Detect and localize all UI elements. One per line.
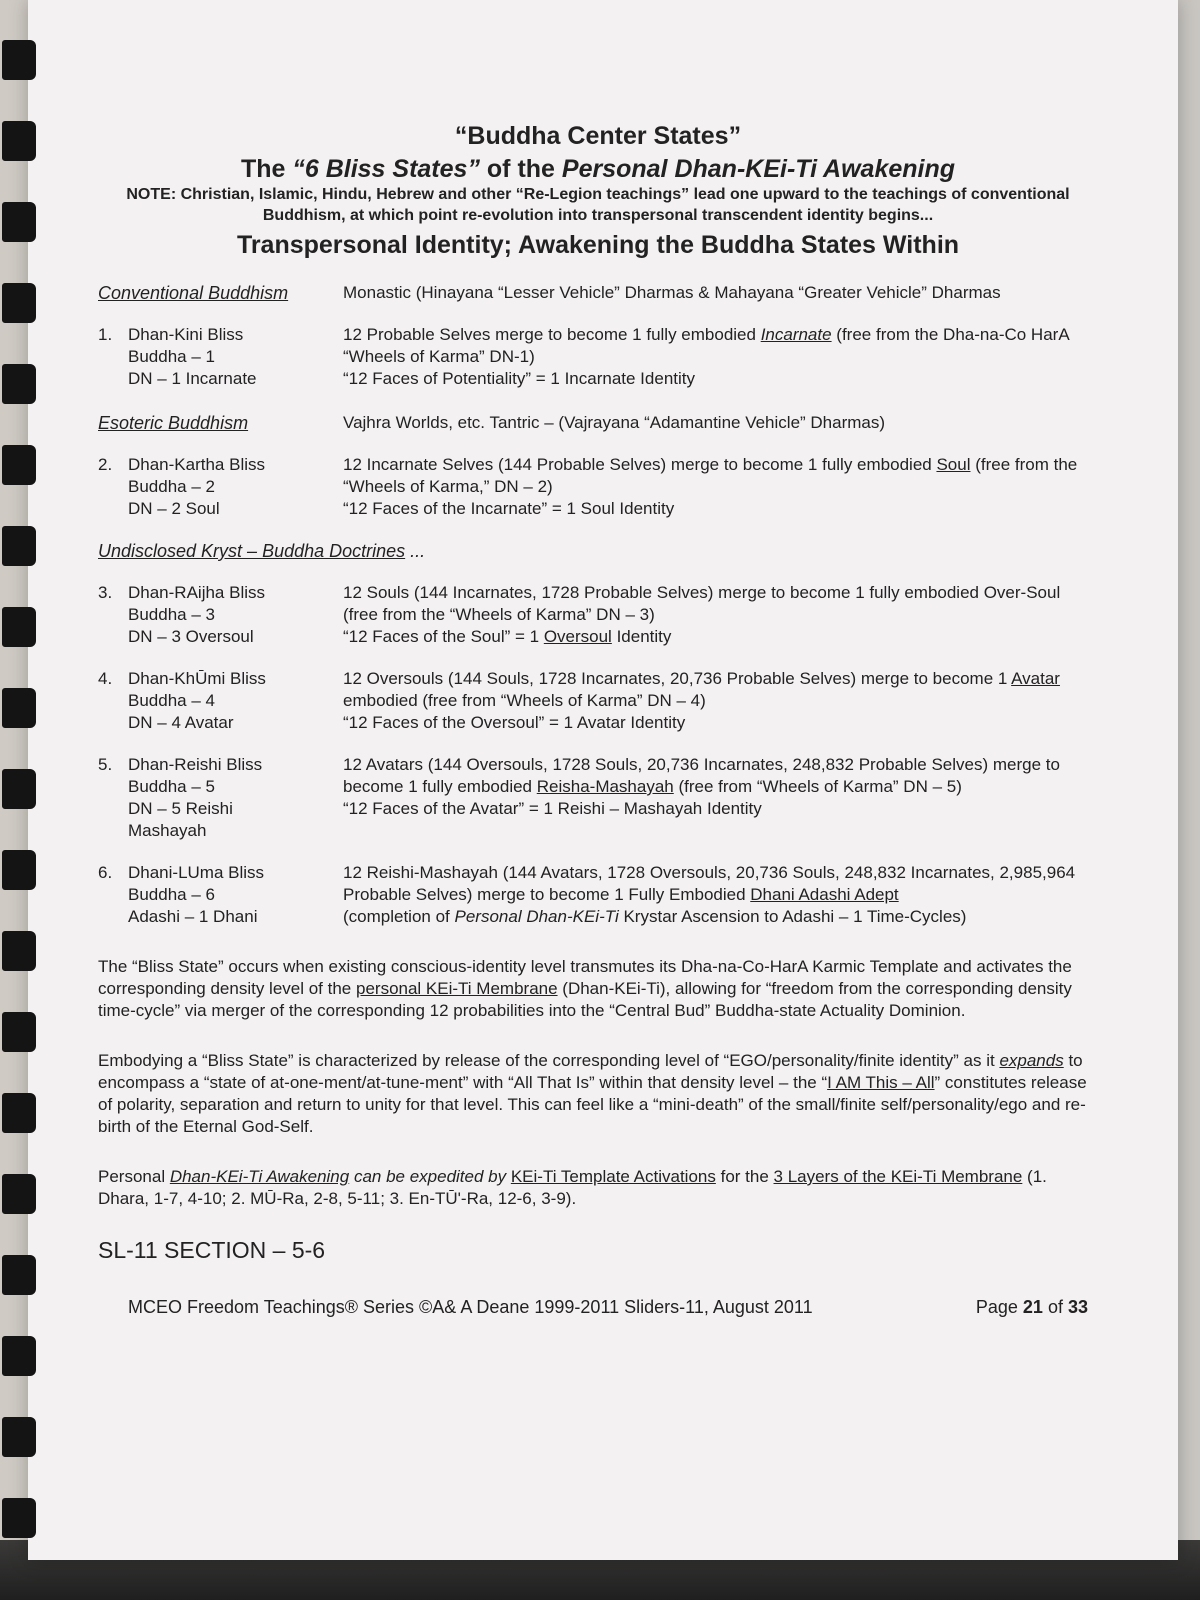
state-key-term: Soul (936, 455, 971, 474)
spiral-binding (0, 0, 40, 1600)
state-buddha: Buddha – 2 (128, 477, 215, 496)
state-dn-extra: Mashayah (128, 821, 207, 840)
i-am-this-all-term: I AM This – All (827, 1073, 935, 1092)
state-key-term: Oversoul (543, 627, 612, 646)
state-dn: DN – 1 Incarnate (128, 369, 257, 388)
binding-coil (2, 1336, 36, 1376)
esoteric-buddhism-section (98, 412, 1098, 434)
esoteric-buddhism-desc: Vajhra Worlds, etc. Tantric – (Vajrayana “Adamantine Vehicle” Dharmas) (343, 413, 886, 432)
section-heading: Transpersonal Identity; Awakening the Buddha States Within (236, 231, 960, 259)
state-dn: DN – 2 Soul (128, 499, 220, 518)
state-key-term: Incarnate (760, 325, 832, 344)
state-number: 3. (98, 583, 113, 602)
binding-coil (2, 364, 36, 404)
subtitle-pre: The (240, 155, 293, 183)
state-faces: “12 Faces of the Avatar” = 1 Reishi – Mashayah Identity (343, 799, 762, 818)
state-dn: Adashi – 1 Dhani (128, 907, 258, 926)
expands-term: expands (999, 1051, 1064, 1070)
state-faces: (completion of Personal Dhan-KEi-Ti Krystar Ascension to Adashi – 1 Time-Cycles) (343, 907, 967, 926)
bliss-state-2 (98, 454, 1098, 520)
awakening-term: Dhan-KEi-Ti Awakening (169, 1167, 350, 1186)
bliss-state-3 (98, 582, 1098, 648)
binding-coil (2, 1498, 36, 1538)
kei-ti-membrane-link: personal KEi-Ti Membrane (356, 979, 558, 998)
esoteric-buddhism-label: Esoteric Buddhism (98, 413, 249, 433)
note-text: NOTE: Christian, Islamic, Hindu, Hebrew and other “Re-Legion teachings” lead one upward to the teachings of conventional Buddhism, at which point re-evolution into transpersonal transcendent identity begins... (126, 186, 1070, 224)
subtitle-italic-2: Personal Dhan-KEi-Ti Awakening (561, 155, 956, 183)
binding-coil (2, 445, 36, 485)
page-number: Page 21 of 33 (975, 1297, 1088, 1317)
state-number: 4. (98, 669, 113, 688)
binding-coil (2, 607, 36, 647)
state-faces: “12 Faces of the Oversoul” = 1 Avatar Identity (343, 713, 686, 732)
state-number: 2. (98, 455, 113, 474)
bliss-state-4 (98, 668, 1098, 734)
state-dn: DN – 4 Avatar (128, 713, 234, 732)
embodying-paragraph: Embodying a “Bliss State” is characterized by release of the corresponding level of “EGO/personality/finite identity” as it expands to encompass a “state of at-one-ment/at-tune-ment” with “All That Is” within that density level – the “I AM This – All” constitutes release of polarity, separation and return to unity for that level. This can feel like a “mini-death” of the small/finite self/personality/ego and re-birth of the Eternal God-Self. (98, 1051, 1087, 1136)
template-activations-term: KEi-Ti Template Activations (510, 1167, 716, 1186)
page-title: “Buddha Center States” (454, 122, 742, 150)
state-description: 12 Oversouls (144 Souls, 1728 Incarnates, 20,736 Probable Selves) merge to become 1 Avatar embodied (free from “Wheels of Karma” DN – 4) “12 Faces of the Oversoul” = 1 Avatar Identity (343, 668, 1098, 734)
footer-copyright: MCEO Freedom Teachings® Series ©A& A Deane 1999-2011 Sliders-11, August 2011 (128, 1297, 813, 1317)
bliss-state-6 (98, 862, 1098, 928)
binding-coil (2, 40, 36, 80)
conventional-buddhism-desc: Monastic (Hinayana “Lesser Vehicle” Dharmas & Mahayana “Greater Vehicle” Dharmas (343, 283, 1001, 302)
state-faces: “12 Faces of the Incarnate” = 1 Soul Identity (343, 499, 675, 518)
state-description: 12 Incarnate Selves (144 Probable Selves) merge to become 1 fully embodied Soul (free from the “Wheels of Karma,” DN – 2) “12 Faces of the Incarnate” = 1 Soul Identity (343, 454, 1098, 520)
binding-coil (2, 688, 36, 728)
page-subtitle (98, 154, 1098, 184)
state-dn: DN – 3 Oversoul (128, 627, 254, 646)
state-buddha: Buddha – 5 (128, 777, 215, 796)
state-number: 6. (98, 863, 113, 882)
state-dn: DN – 5 Reishi (128, 799, 233, 818)
binding-coil (2, 769, 36, 809)
activation-paragraph: Personal Dhan-KEi-Ti Awakening can be expedited by KEi-Ti Template Activations for the 3 Layers of the KEi-Ti Membrane (1. Dhara, 1-7, 4-10; 2. MŪ-Ra, 2-8, 5-11; 3. En-TŪ'-Ra, 12-6, 3-9). (98, 1167, 1047, 1208)
state-name: Dhan-Reishi Bliss (128, 755, 263, 774)
state-key-term: Reisha-Mashayah (536, 777, 674, 796)
binding-coil (2, 1012, 36, 1052)
state-number: 1. (98, 325, 113, 344)
state-name: Dhan-KhŪmi Bliss (128, 669, 266, 688)
binding-coil (2, 1174, 36, 1214)
state-buddha: Buddha – 4 (128, 691, 215, 710)
state-buddha: Buddha – 6 (128, 885, 215, 904)
binding-coil (2, 1093, 36, 1133)
state-description: 12 Souls (144 Incarnates, 1728 Probable Selves) merge to become 1 fully embodied Over-Soul (free from the “Wheels of Karma” DN – 3) “12 Faces of the Soul” = 1 Oversoul Identity (343, 582, 1098, 648)
state-name: Dhani-LUma Bliss (128, 863, 265, 882)
bliss-state-5 (98, 754, 1098, 842)
membrane-layers-term: 3 Layers of the KEi-Ti Membrane (773, 1167, 1023, 1186)
page-footer (98, 1296, 1098, 1318)
state-name: Dhan-Kini Bliss (128, 325, 244, 344)
state-description: 12 Probable Selves merge to become 1 fully embodied Incarnate (free from the Dha-na-Co HarA “Wheels of Karma” DN-1) “12 Faces of Potentiality” = 1 Incarnate Identity (343, 324, 1098, 390)
state-number: 5. (98, 755, 113, 774)
binding-coil (2, 121, 36, 161)
binding-coil (2, 1417, 36, 1457)
state-key-term: Dhani Adashi Adept (750, 885, 899, 904)
subtitle-mid: of the (479, 155, 562, 183)
bliss-state-paragraph: The “Bliss State” occurs when existing conscious-identity level transmutes its Dha-na-Co-HarA Karmic Template and activates the corresponding density level of the personal KEi-Ti Membrane (Dhan-KEi-Ti), allowing for “freedom from the corresponding density time-cycle” via merger of the corresponding 12 probabilities into the “Central Bud” Buddha-state Actuality Dominion. (98, 957, 1072, 1020)
state-faces: “12 Faces of the Soul” = 1 Oversoul Identity (343, 627, 672, 646)
state-faces: “12 Faces of Potentiality” = 1 Incarnate Identity (343, 369, 695, 388)
state-description: 12 Reishi-Mashayah (144 Avatars, 1728 Oversouls, 20,736 Souls, 248,832 Incarnates, 2,985,964 Probable Selves) merge to become 1 Fully Embodied Dhani Adashi Adept (completion of Personal Dhan-KEi-Ti Krystar Ascension to Adashi – 1 Time-Cycles) (343, 862, 1098, 928)
binding-coil (2, 283, 36, 323)
state-name: Dhan-RAijha Bliss (128, 583, 265, 602)
binding-coil (2, 931, 36, 971)
binding-coil (2, 1255, 36, 1295)
bliss-state-1 (98, 324, 1098, 390)
page-content (98, 120, 1098, 1480)
state-description: 12 Avatars (144 Oversouls, 1728 Souls, 20,736 Incarnates, 248,832 Probable Selves) merge to become 1 fully embodied Reisha-Mashayah (free from “Wheels of Karma” DN – 5) “12 Faces of the Avatar” = 1 Reishi – Mashayah Identity (343, 754, 1098, 842)
state-buddha: Buddha – 1 (128, 347, 215, 366)
subtitle-italic-1: “6 Bliss States” (292, 155, 480, 183)
state-key-term: Avatar (1011, 669, 1060, 688)
section-label: SL-11 SECTION – 5-6 (98, 1237, 326, 1263)
conventional-buddhism-label: Conventional Buddhism (98, 283, 289, 303)
state-buddha: Buddha – 3 (128, 605, 215, 624)
binding-coil (2, 526, 36, 566)
state-name: Dhan-Kartha Bliss (128, 455, 266, 474)
conventional-buddhism-section (98, 282, 1098, 304)
binding-coil (2, 202, 36, 242)
document-page (28, 0, 1178, 1560)
undisclosed-doctrines-label: Undisclosed Kryst – Buddha Doctrines ... (98, 541, 426, 561)
binding-coil (2, 850, 36, 890)
